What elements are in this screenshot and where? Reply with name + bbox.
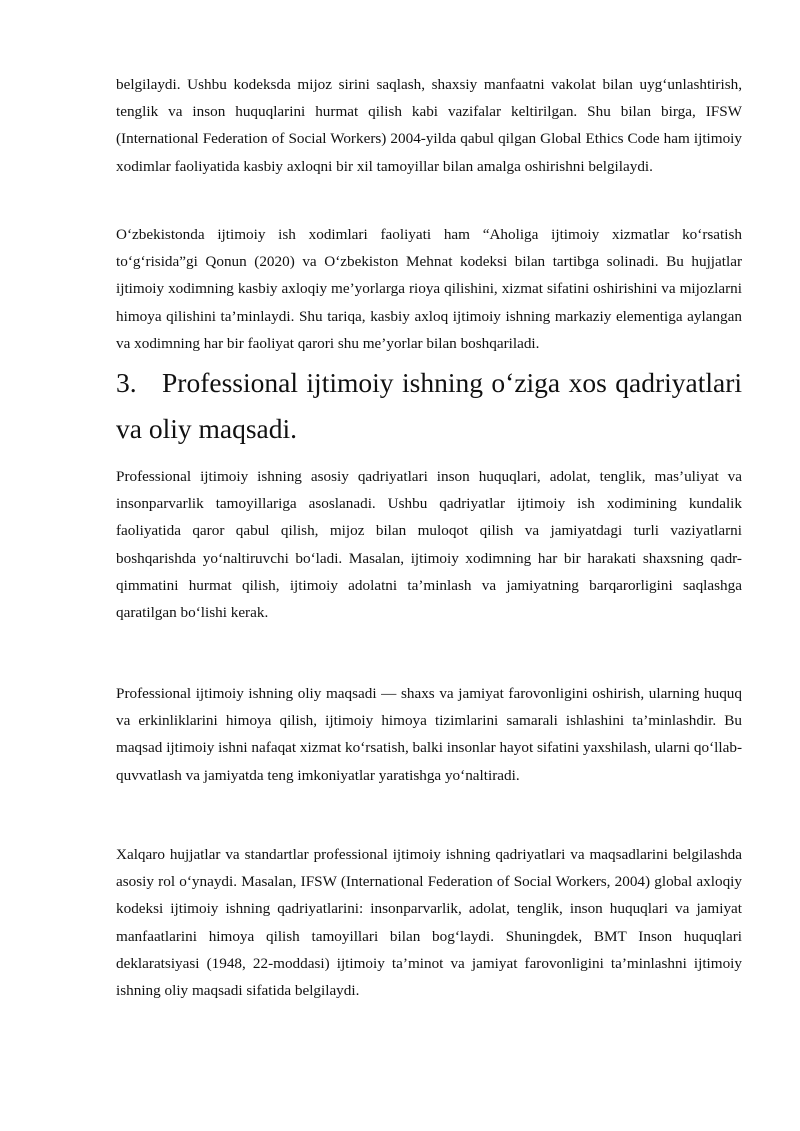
paragraph: Xalqaro hujjatlar va standartlar professional ijtimoiy ishning qadriyatlari va maqsadlarini belgilashda asosiy rol o‘ynaydi. Masalan, IFSW (International Federation of Social Workers, 2004) global axloqiy kodeksi ijtimoiy ishning qadriyatlarini: insonparvarlik, adolat, tenglik, inson huquqlari va jamiyat manfaatlarini himoya qilish tamoyillari bilan bog‘laydi. Shuningdek, BMT Inson huquqlari deklaratsiyasi (1948, 22-moddasi) ijtimoiy ta’minot va jamiyat farovonligini ta’minlashni ijtimoiy ishning oliy maqsadi sifatida belgilaydi. <box>116 846 742 1000</box>
section-title: Professional ijtimoiy ishning o‘ziga xos qadriyatlari va oliy maqsadi. <box>116 367 742 444</box>
paragraph: Professional ijtimoiy ishning asosiy qadriyatlari inson huquqlari, adolat, tenglik, mas’uliyat va insonparvarlik tamoyillariga asoslanadi. Ushbu qadriyatlar ijtimoiy ish xodimining kundalik faoliyatida qaror qabul qilish, mijoz bilan muloqot qilish va jamiyatdagi turli vaziyatlarni boshqarishda yo‘naltiruvchi bo‘ladi. Masalan, ijtimoiy xodimning har bir harakati shaxsning qadr-qimmatini hurmat qilish, ijtimoiy adolatni ta’minlash va jamiyatning barqarorligini saqlashga qaratilgan bo‘lishi kerak. <box>116 468 742 622</box>
paragraph: O‘zbekistonda ijtimoiy ish xodimlari faoliyati ham “Aholiga ijtimoiy xizmatlar ko‘rsatish to‘g‘risida”gi Qonun (2020) va O‘zbekiston Mehnat kodeksi bilan tartibga solinadi. Bu hujjatlar ijtimoiy xodimning kasbiy axloqiy me’yorlarga rioya qilishini, xizmat sifatini oshirishini va mijozlarni himoya qilishini ta’minlaydi. Shu tariqa, kasbiy axloq ijtimoiy ishning markaziy elementiga aylangan va xodimning har bir faoliyat qarori shu me’yorlar bilan boshqariladi. <box>116 226 742 352</box>
paragraph: Professional ijtimoiy ishning oliy maqsadi — shaxs va jamiyat farovonligini oshirish, ularning huquq va erkinliklarini himoya qilish, ijtimoiy himoya tizimlarini samarali ishlashini ta’minlashdir. Bu maqsad ijtimoiy ishni nafaqat xizmat ko‘rsatish, balki insonlar hayot sifatini yaxshilash, ularni qo‘llab-quvvatlash va jamiyatda teng imkoniyatlar yaratishga yo‘naltiradi. <box>116 685 742 784</box>
section-number: 3. <box>116 367 137 398</box>
paragraph: belgilaydi. Ushbu kodeksda mijoz sirini saqlash, shaxsiy manfaatni vakolat bilan uyg‘unlashtirish, tenglik va inson huquqlarini hurmat qilish kabi vazifalar keltirilgan. Shu bilan birga, IFSW (International Federation of Social Workers) 2004-yilda qabul qilgan Global Ethics Code ham ijtimoiy xodimlar faoliyatida kasbiy axloqni bir xil tamoyillar bilan amalga oshirishni belgilaydi. <box>116 76 742 175</box>
section-heading <box>116 360 742 452</box>
